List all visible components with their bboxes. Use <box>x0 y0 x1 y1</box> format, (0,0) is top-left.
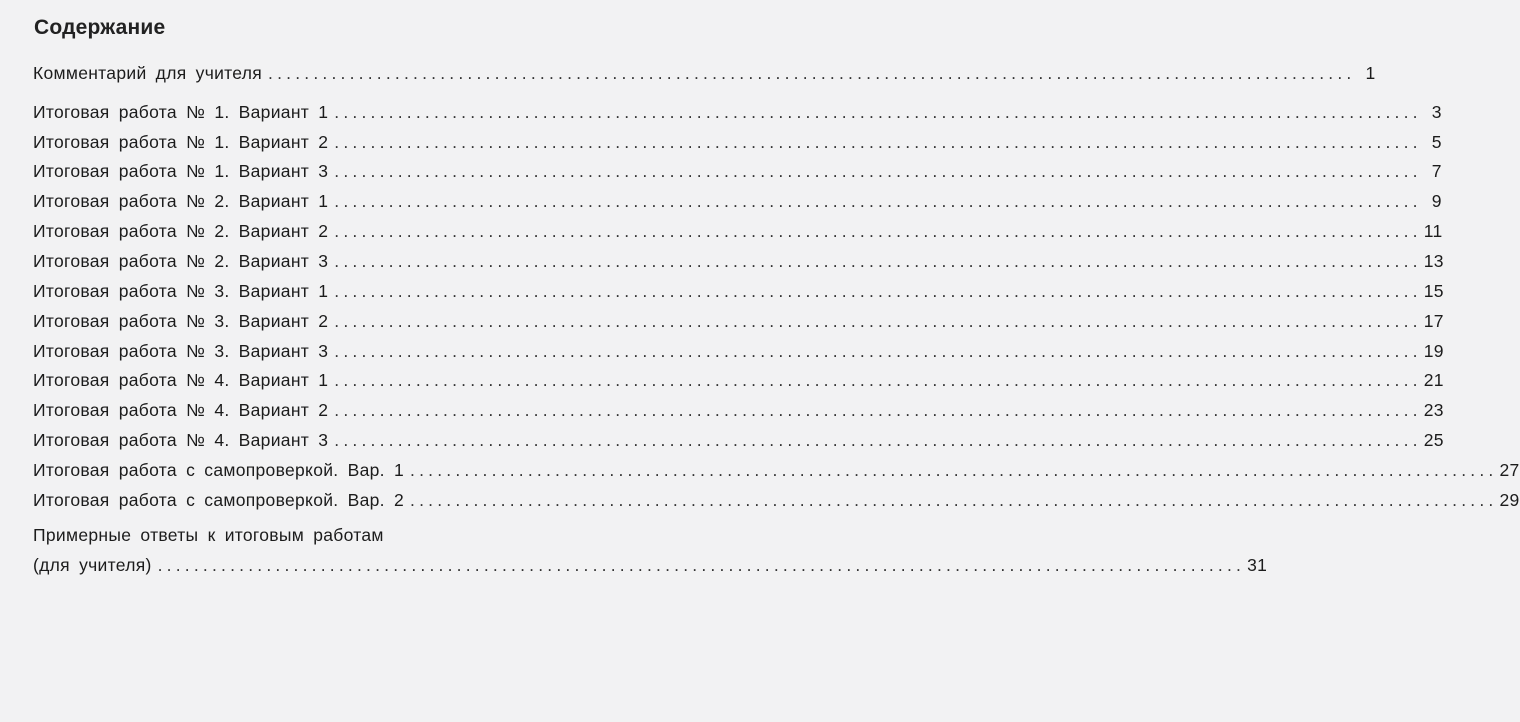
toc-entry <box>33 489 1520 511</box>
toc-entry-label: Итоговая работа № 2. Вариант 2 <box>33 221 329 241</box>
toc-leader-dots: ........................................................................................................................ <box>334 191 1422 211</box>
toc-entry-label: Комментарий для учителя <box>33 63 263 83</box>
toc-page-number: 9 <box>1431 191 1442 211</box>
toc-entry-label: Итоговая работа № 4. Вариант 2 <box>33 400 329 420</box>
toc-page-number: 17 <box>1423 311 1444 331</box>
toc-entry <box>33 280 1444 302</box>
toc-page-number: 25 <box>1423 430 1444 450</box>
answers-entry <box>33 554 1268 576</box>
toc-entry-label: Итоговая работа № 3. Вариант 3 <box>33 341 329 361</box>
toc-page-number: 31 <box>1247 555 1268 575</box>
toc-page-number: 5 <box>1431 132 1442 152</box>
answers-entry-line1: Примерные ответы к итоговым работам <box>33 525 384 545</box>
toc-entry-label: Итоговая работа № 1. Вариант 1 <box>33 102 329 122</box>
toc-entry <box>33 340 1444 362</box>
toc-entry <box>33 429 1444 451</box>
toc-entry-label: Итоговая работа № 4. Вариант 1 <box>33 370 329 390</box>
toc-leader-dots: ........................................................................................................................ <box>334 221 1422 241</box>
toc-page-number: 13 <box>1423 251 1444 271</box>
toc-entry-label: Итоговая работа № 2. Вариант 1 <box>33 191 329 211</box>
toc-entry <box>33 220 1443 242</box>
toc-entry <box>33 250 1444 272</box>
toc-page-number: 23 <box>1423 400 1444 420</box>
toc-page-number: 29 <box>1499 490 1520 510</box>
toc-entry <box>33 101 1442 123</box>
toc-entry <box>33 131 1442 153</box>
toc-leader-dots: ........................................................................................................................ <box>410 460 1498 480</box>
toc-leader-dots: ........................................................................................................................ <box>334 102 1422 122</box>
toc-leader-dots: ........................................................................................................................ <box>334 430 1422 450</box>
toc-entry-label: Итоговая работа № 1. Вариант 2 <box>33 132 329 152</box>
toc-entry <box>33 190 1442 212</box>
toc-page-number: 3 <box>1431 102 1442 122</box>
toc-leader-dots: ........................................................................................................................ <box>334 251 1422 271</box>
toc-page-number: 27 <box>1499 460 1520 480</box>
toc-page-number: 1 <box>1365 63 1376 83</box>
toc-entry-label: (для учителя) <box>33 555 152 575</box>
toc-leader-dots: ........................................................................................................................ <box>334 281 1422 301</box>
toc-leader-dots: ........................................................................................................................ <box>334 370 1422 390</box>
toc-entry <box>33 160 1442 182</box>
toc-entry <box>33 459 1520 481</box>
toc-page-number: 11 <box>1423 221 1443 241</box>
toc-page-number: 15 <box>1423 281 1444 301</box>
toc-entry <box>33 369 1444 391</box>
toc-page-number: 21 <box>1423 370 1444 390</box>
toc-entry-label: Итоговая работа № 2. Вариант 3 <box>33 251 329 271</box>
toc-page-number: 7 <box>1431 161 1442 181</box>
toc-leader-dots: ........................................................................................................................ <box>334 161 1422 181</box>
toc-leader-dots: ........................................................................................................................ <box>334 311 1422 331</box>
toc-leader-dots: ........................................................................................................................ <box>268 63 1356 83</box>
toc-leader-dots: ........................................................................................................................ <box>334 400 1422 420</box>
toc-leader-dots: ........................................................................................................................ <box>410 490 1498 510</box>
toc-entry-label: Итоговая работа № 1. Вариант 3 <box>33 161 329 181</box>
toc-page-number: 19 <box>1423 341 1444 361</box>
toc-entry-label: Итоговая работа № 3. Вариант 2 <box>33 311 329 331</box>
toc-leader-dots: ........................................................................................................................ <box>157 555 1246 575</box>
toc-entry <box>33 62 1376 84</box>
toc-entry <box>33 310 1444 332</box>
toc-leader-dots: ........................................................................................................................ <box>334 132 1422 152</box>
page-title: Содержание <box>34 16 166 39</box>
toc-entry-label: Итоговая работа с самопроверкой. Вар. 2 <box>33 490 405 510</box>
toc-entry-label: Итоговая работа № 4. Вариант 3 <box>33 430 329 450</box>
toc-leader-dots: ........................................................................................................................ <box>334 341 1422 361</box>
toc-entry-label: Итоговая работа № 3. Вариант 1 <box>33 281 329 301</box>
toc-entry <box>33 399 1444 421</box>
toc-entry-label: Итоговая работа с самопроверкой. Вар. 1 <box>33 460 405 480</box>
